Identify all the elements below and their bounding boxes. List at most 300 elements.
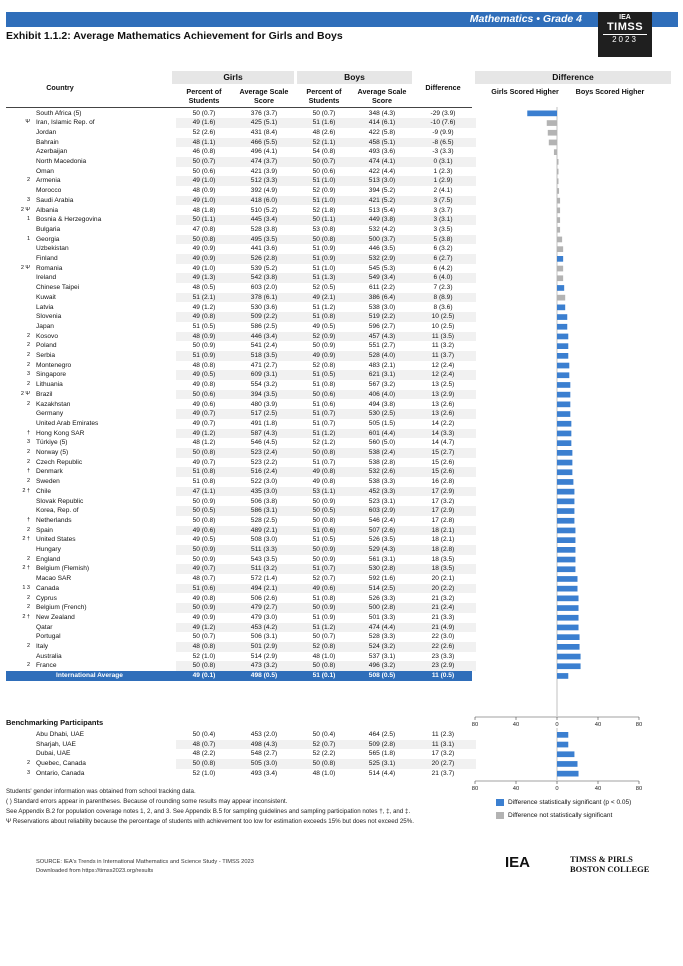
- difference-bar: [557, 586, 578, 592]
- cell-gs: 471 (2.7): [250, 361, 278, 369]
- cell-bs: 538 (2.4): [368, 449, 396, 456]
- difference-bar: [557, 537, 575, 543]
- row-country: Korea, Rep. of: [36, 507, 79, 515]
- cell-bs: 532 (4.2): [368, 225, 396, 233]
- cell-bs: 452 (3.3): [368, 487, 396, 495]
- cell-gp: 51 (0.9): [192, 352, 216, 359]
- cell-gp: 50 (0.4): [192, 731, 216, 738]
- cell-d: 8 (8.9): [433, 293, 453, 301]
- cell-bp: 50 (0.9): [312, 555, 336, 563]
- difference-bar: [557, 188, 559, 194]
- cell-d: 18 (3.5): [431, 555, 455, 563]
- cell-gs: 509 (2.2): [250, 313, 278, 321]
- row-country: Sweden: [36, 478, 60, 486]
- cell-gp: 49 (0.8): [192, 381, 216, 389]
- cell-bs: 500 (3.7): [368, 235, 396, 243]
- cell-gp: 49 (0.6): [192, 400, 216, 408]
- row-country: Cyprus: [36, 594, 57, 602]
- difference-bar: [557, 615, 579, 621]
- cell-bs: 474 (4.1): [368, 158, 396, 165]
- cell-bp: 51 (0.7): [312, 458, 336, 466]
- cell-bs: 546 (2.4): [368, 516, 396, 524]
- cell-d: 15 (2.7): [431, 449, 455, 456]
- col-girls-average: Average Scale Score: [239, 87, 289, 105]
- row-country: New Zealand: [36, 613, 75, 621]
- cell-bp: 51 (1.0): [312, 264, 336, 272]
- row-country: Slovenia: [36, 313, 62, 321]
- cell-gp: 48 (0.5): [192, 284, 216, 292]
- row-country: Japan: [36, 322, 54, 330]
- cell-bp: 51 (0.1): [312, 672, 336, 680]
- cell-gp: 50 (0.9): [192, 546, 216, 553]
- cell-gp: 48 (1.1): [192, 138, 216, 146]
- cell-bp: 51 (0.6): [312, 526, 336, 534]
- difference-bar: [557, 363, 569, 369]
- cell-d: 15 (2.6): [431, 458, 455, 466]
- cell-bp: 52 (0.9): [312, 187, 336, 195]
- cell-gs: 572 (1.4): [250, 575, 278, 583]
- cell-gs: 394 (3.5): [250, 390, 278, 398]
- cell-bs: 561 (3.1): [368, 555, 396, 563]
- difference-bar: [557, 324, 567, 330]
- cell-gs: 425 (5.1): [250, 119, 278, 127]
- row-country: Türkiye (5): [36, 439, 68, 447]
- row-country: Netherlands: [36, 516, 72, 524]
- difference-bar: [557, 634, 580, 640]
- difference-bar: [557, 305, 565, 311]
- cell-bp: 50 (0.8): [312, 760, 336, 768]
- row-country: Abu Dhabi, UAE: [36, 731, 85, 738]
- cell-gs: 445 (3.4): [250, 216, 278, 224]
- cell-d: 21 (3.7): [431, 769, 455, 777]
- row-note: 2: [26, 361, 30, 368]
- cell-d: 22 (2.6): [431, 643, 455, 650]
- difference-bar: [557, 402, 570, 408]
- cell-bs: 414 (6.1): [368, 119, 396, 127]
- cell-bp: 50 (0.5): [312, 507, 336, 515]
- cell-gs: 376 (3.7): [250, 109, 278, 117]
- cell-gp: 52 (1.0): [192, 769, 216, 777]
- axis-tick-label: 40: [594, 786, 602, 792]
- row-country: United Arab Emirates: [36, 419, 99, 427]
- cell-gs: 495 (3.5): [250, 235, 278, 243]
- row-country: Germany: [36, 410, 64, 418]
- bc-line2: BOSTON COLLEGE: [570, 864, 650, 874]
- cell-gs: 543 (3.5): [250, 555, 278, 563]
- difference-bar: [557, 159, 559, 165]
- row-note: 2: [26, 177, 30, 184]
- page-title: Exhibit 1.1.2: Average Mathematics Achievement for Girls and Boys: [6, 30, 343, 42]
- cell-gp: 50 (0.7): [192, 158, 216, 165]
- cell-gs: 523 (2.2): [250, 458, 278, 466]
- cell-bs: 526 (3.5): [368, 536, 396, 544]
- legend-sig-swatch: [496, 799, 504, 806]
- cell-gp: 50 (0.7): [192, 633, 216, 641]
- cell-gp: 48 (2.2): [192, 750, 216, 758]
- row-country: Romania: [36, 264, 63, 272]
- row-note: 2: [26, 458, 30, 465]
- cell-gs: 466 (5.5): [250, 138, 278, 146]
- cell-gs: 542 (3.8): [250, 274, 278, 282]
- cell-d: 13 (2.6): [431, 400, 455, 408]
- cell-bp: 49 (0.9): [312, 352, 336, 359]
- cell-d: 3 (7.5): [433, 196, 453, 204]
- cell-d: 22 (3.0): [431, 633, 455, 641]
- row-note: 2: [26, 662, 30, 669]
- cell-gs: 522 (3.0): [250, 478, 278, 486]
- cell-bs: 458 (5.1): [368, 138, 396, 146]
- cell-gs: 511 (3.3): [251, 546, 277, 553]
- difference-bar: [557, 771, 579, 777]
- col-girls-percent: Percent of Students: [186, 87, 222, 105]
- cell-d: 11 (2.3): [431, 731, 455, 738]
- row-note: 2: [26, 342, 30, 349]
- cell-gp: 50 (0.5): [192, 507, 216, 515]
- cell-bp: 52 (0.5): [312, 284, 336, 292]
- cell-bp: 52 (0.7): [312, 740, 336, 748]
- row-country: Morocco: [36, 187, 62, 195]
- row-country: Brazil: [36, 390, 53, 398]
- cell-bp: 51 (0.7): [312, 419, 336, 427]
- axis-tick-label: 80: [635, 722, 643, 728]
- benchmarking-heading: Benchmarking Participants: [6, 718, 104, 727]
- difference-bar: [557, 275, 563, 281]
- cell-d: 23 (2.9): [431, 662, 455, 670]
- difference-bar: [557, 673, 568, 679]
- download-line: Downloaded from https://timss2023.org/results: [36, 868, 154, 874]
- cell-bp: 51 (1.2): [312, 429, 336, 437]
- iea-footer-logo: IEA: [505, 854, 531, 871]
- cell-bp: 51 (0.9): [312, 613, 336, 621]
- cell-bp: 48 (1.0): [312, 769, 336, 777]
- cell-bp: 51 (0.8): [312, 381, 336, 389]
- cell-bs: 532 (2.9): [368, 255, 396, 262]
- cell-bp: 50 (0.9): [312, 497, 336, 505]
- difference-bar: [557, 208, 560, 214]
- cell-bp: 51 (1.0): [312, 196, 336, 204]
- difference-bar: [557, 644, 580, 650]
- cell-bp: 50 (0.7): [312, 109, 336, 117]
- row-note: 2: [26, 760, 30, 767]
- row-country: Norway (5): [36, 449, 69, 456]
- cell-gp: 50 (0.6): [192, 167, 216, 175]
- cell-bp: 51 (0.9): [312, 255, 336, 262]
- row-note: 2: [26, 555, 30, 562]
- cell-bs: 464 (2.5): [368, 731, 396, 738]
- cell-gs: 479 (2.7): [250, 604, 278, 612]
- row-country: Qatar: [36, 623, 53, 631]
- cell-gs: 548 (2.7): [250, 750, 278, 758]
- cell-bp: 50 (0.8): [312, 662, 336, 670]
- footnote-reliability: Ψ Reservations about reliability because the percentage of students with achievement too low for estimation exceeds 15% but does not exceed 25%.: [6, 818, 414, 825]
- cell-gp: 51 (2.1): [192, 293, 216, 301]
- cell-d: 21 (4.9): [431, 623, 455, 631]
- cell-gp: 50 (0.6): [192, 390, 216, 398]
- cell-d: 8 (3.6): [433, 303, 453, 311]
- cell-gs: 528 (2.5): [250, 516, 278, 524]
- row-country: North Macedonia: [36, 158, 87, 165]
- row-country: Albania: [36, 206, 58, 214]
- cell-gs: 453 (2.0): [250, 731, 278, 738]
- row-note: 1 3: [22, 584, 30, 591]
- difference-bar: [557, 334, 568, 340]
- cell-bs: 549 (3.4): [368, 274, 396, 282]
- row-country: Uzbekistan: [36, 245, 69, 253]
- cell-bp: 52 (0.8): [312, 643, 336, 650]
- cell-gs: 418 (6.0): [250, 196, 278, 204]
- difference-bar: [557, 431, 571, 437]
- row-country: Kosovo: [36, 332, 58, 340]
- difference-bar: [549, 140, 557, 146]
- cell-gs: 587 (4.3): [250, 429, 278, 437]
- cell-bp: 51 (0.8): [312, 313, 336, 321]
- cell-bs: 507 (2.6): [368, 526, 396, 534]
- col-boys: Boys: [297, 71, 412, 84]
- cell-bp: 51 (0.7): [312, 565, 336, 573]
- difference-bar: [557, 732, 568, 738]
- cell-bp: 50 (0.4): [312, 731, 336, 738]
- row-country: South Africa (5): [36, 109, 82, 117]
- source-line: SOURCE: IEA's Trends in International Mathematics and Science Study - TIMSS 2023: [36, 859, 254, 865]
- row-note: †: [26, 516, 30, 523]
- col-boys-higher: Boys Scored Higher: [575, 87, 645, 96]
- cell-d: 11 (3.7): [431, 352, 455, 359]
- cell-gs: 512 (3.3): [250, 177, 278, 185]
- difference-bar: [557, 499, 574, 505]
- cell-bs: 596 (2.7): [368, 322, 396, 330]
- cell-d: 10 (2.5): [431, 322, 455, 330]
- cell-d: 11 (3.2): [431, 342, 455, 350]
- cell-bp: 50 (0.6): [312, 390, 336, 398]
- cell-gs: 541 (2.4): [250, 342, 278, 350]
- logo-year: 2023: [603, 34, 647, 44]
- cell-gp: 49 (0.9): [192, 245, 216, 253]
- cell-bs: 519 (2.2): [368, 313, 396, 321]
- row-country: Oman: [36, 167, 54, 175]
- row-country: Armenia: [36, 177, 61, 185]
- cell-gs: 517 (2.5): [250, 410, 278, 418]
- cell-bp: 48 (1.0): [312, 652, 336, 660]
- boston-college-logo: [570, 854, 649, 874]
- cell-bs: 496 (3.2): [368, 662, 396, 670]
- cell-gs: 479 (3.0): [250, 613, 278, 621]
- cell-bs: 457 (4.3): [368, 332, 396, 340]
- cell-gp: 49 (0.5): [192, 371, 216, 379]
- cell-gs: 441 (3.6): [250, 245, 278, 253]
- cell-gp: 50 (0.9): [192, 342, 216, 350]
- axis-tick-label: 40: [512, 722, 520, 728]
- row-note: 2 †: [22, 536, 30, 543]
- cell-gs: 421 (3.9): [250, 167, 278, 175]
- row-country: Serbia: [36, 352, 56, 359]
- cell-gp: 49 (0.8): [192, 313, 216, 321]
- cell-d: -10 (7.6): [430, 119, 456, 127]
- cell-gs: 518 (3.5): [250, 352, 278, 359]
- cell-gp: 50 (0.8): [192, 516, 216, 524]
- row-country: Italy: [36, 643, 49, 650]
- row-country: Bosnia & Herzegovina: [36, 216, 102, 224]
- difference-bar: [557, 217, 560, 223]
- cell-gs: 480 (3.9): [250, 400, 278, 408]
- difference-bar: [557, 295, 565, 301]
- cell-bs: 560 (5.0): [368, 439, 396, 447]
- difference-bar: [557, 198, 560, 204]
- cell-d: 18 (3.5): [431, 565, 455, 573]
- cell-gp: 49 (1.0): [192, 177, 216, 185]
- row-country: Kazakhstan: [36, 400, 71, 408]
- row-note: †: [26, 468, 30, 475]
- cell-bs: 538 (3.0): [368, 303, 396, 311]
- cell-gs: 489 (2.1): [250, 526, 278, 534]
- row-country: Bahrain: [36, 138, 59, 146]
- cell-d: 23 (3.3): [431, 652, 455, 660]
- cell-d: 18 (2.1): [431, 536, 455, 544]
- cell-bp: 49 (2.1): [312, 293, 336, 301]
- cell-bp: 54 (0.8): [312, 148, 336, 156]
- cell-d: 13 (2.6): [431, 410, 455, 418]
- cell-d: -3 (3.3): [432, 148, 454, 156]
- difference-bar: [557, 596, 579, 602]
- row-note: 3: [26, 439, 30, 446]
- cell-bp: 51 (0.6): [312, 400, 336, 408]
- cell-d: 1 (2.3): [433, 167, 453, 175]
- cell-d: 2 (4.1): [433, 187, 453, 195]
- logo-name: TIMSS: [606, 21, 644, 33]
- cell-d: 3 (3.7): [433, 206, 453, 214]
- cell-gp: 48 (0.9): [192, 187, 216, 195]
- row-note: 2 †: [22, 487, 30, 494]
- col-difference-chart: Difference: [475, 71, 671, 84]
- cell-d: 3 (3.1): [433, 216, 453, 224]
- row-note: 3: [26, 769, 30, 776]
- axis-tick-label: 0: [555, 786, 559, 792]
- cell-bs: 501 (3.3): [368, 613, 396, 621]
- cell-bp: 51 (1.3): [312, 274, 336, 282]
- cell-bp: 53 (0.8): [312, 225, 336, 233]
- difference-bar: [557, 566, 575, 572]
- col-difference: Difference: [425, 83, 461, 92]
- axis-tick-label: 40: [512, 786, 520, 792]
- cell-d: 21 (2.4): [431, 604, 455, 612]
- cell-bs: 532 (2.6): [368, 468, 396, 476]
- cell-bs: 524 (3.2): [368, 643, 396, 650]
- axis-tick-label: 40: [594, 722, 602, 728]
- cell-gs: 506 (3.8): [250, 497, 278, 505]
- cell-gp: 49 (1.3): [192, 274, 216, 282]
- cell-gp: 48 (1.2): [192, 439, 216, 447]
- cell-gs: 603 (2.0): [250, 284, 278, 292]
- row-country: Belgium (Flemish): [36, 565, 90, 573]
- difference-bar: [557, 285, 564, 291]
- difference-bar: [557, 469, 572, 475]
- cell-gp: 49 (0.9): [192, 255, 216, 262]
- difference-bar: [557, 479, 573, 485]
- cell-bs: 621 (3.1): [368, 371, 396, 379]
- row-note: 3: [26, 371, 30, 378]
- row-note: 2 †: [22, 613, 30, 620]
- col-girls-higher: Girls Scored Higher: [491, 87, 559, 96]
- row-note: 2: [26, 332, 30, 339]
- cell-d: 21 (3.3): [431, 613, 455, 621]
- cell-d: 15 (2.6): [431, 468, 455, 476]
- row-country: Belgium (French): [36, 604, 87, 612]
- row-country: Ireland: [36, 274, 57, 282]
- cell-bp: 52 (1.8): [312, 206, 336, 214]
- cell-gp: 50 (0.8): [192, 235, 216, 243]
- row-country: Saudi Arabia: [36, 196, 74, 204]
- cell-bs: 474 (4.4): [368, 623, 396, 631]
- cell-bp: 49 (0.6): [312, 584, 336, 592]
- cell-bp: 51 (0.7): [312, 410, 336, 418]
- cell-bp: 50 (0.6): [312, 167, 336, 175]
- cell-gs: 501 (2.9): [250, 643, 278, 650]
- cell-gs: 508 (3.0): [250, 536, 278, 544]
- subject-grade-label: Mathematics • Grade 4: [469, 13, 582, 25]
- cell-bs: 421 (5.2): [368, 196, 396, 204]
- cell-bp: 52 (0.8): [312, 361, 336, 369]
- cell-gp: 48 (0.7): [192, 740, 216, 748]
- cell-gs: 473 (3.2): [250, 662, 278, 670]
- difference-bar: [557, 528, 575, 534]
- cell-bs: 514 (4.4): [368, 769, 396, 777]
- cell-gs: 506 (2.6): [250, 594, 278, 602]
- cell-bs: 422 (5.8): [368, 128, 396, 136]
- row-note: †: [26, 429, 30, 436]
- row-note: 2 †: [22, 565, 30, 572]
- cell-d: 12 (2.4): [431, 361, 455, 369]
- cell-bs: 538 (3.3): [368, 478, 396, 486]
- row-country: Dubai, UAE: [36, 750, 71, 758]
- cell-bp: 50 (0.9): [312, 604, 336, 612]
- cell-gp: 50 (1.1): [192, 216, 216, 224]
- row-country: Quebec, Canada: [36, 760, 86, 768]
- cell-gs: 431 (8.4): [250, 128, 278, 136]
- cell-bp: 53 (1.1): [312, 487, 336, 495]
- cell-bp: 50 (0.7): [312, 158, 336, 165]
- footnote-appendix: See Appendix B.2 for population coverage notes 1, 2, and 3. See Appendix B.5 for sampling guidelines and sampling participation notes †, ‡, and ‡.: [6, 808, 411, 815]
- cell-bs: 601 (4.4): [368, 429, 396, 437]
- cell-gp: 52 (1.0): [192, 652, 216, 660]
- cell-gp: 49 (0.5): [192, 536, 216, 544]
- cell-bs: 565 (1.8): [368, 750, 396, 758]
- axis-tick-label: 80: [471, 786, 479, 792]
- difference-bar: [557, 237, 562, 243]
- row-note: 2: [26, 400, 30, 407]
- cell-d: 17 (2.9): [431, 507, 455, 515]
- row-country: Lithuania: [36, 381, 63, 389]
- cell-d: 17 (3.2): [431, 497, 455, 505]
- cell-bs: 446 (3.5): [368, 245, 396, 253]
- difference-bar: [557, 256, 563, 262]
- difference-bar: [557, 557, 575, 563]
- cell-bs: 551 (2.7): [368, 342, 396, 350]
- axis-tick-label: 0: [555, 722, 559, 728]
- cell-gs: 511 (3.2): [251, 565, 277, 573]
- difference-bar: [557, 440, 571, 446]
- cell-bp: 51 (0.9): [312, 245, 336, 253]
- row-note: 2: [26, 594, 30, 601]
- cell-gs: 586 (3.1): [250, 507, 278, 515]
- cell-bs: 406 (4.0): [368, 390, 396, 398]
- difference-bar: [557, 663, 581, 669]
- row-country: Denmark: [36, 468, 63, 476]
- cell-gp: 49 (1.2): [192, 429, 216, 437]
- cell-bs: 422 (4.4): [368, 167, 396, 175]
- cell-d: 20 (2.1): [431, 575, 455, 583]
- difference-bar: [557, 169, 559, 175]
- difference-bar: [557, 605, 579, 611]
- difference-bar: [548, 130, 557, 136]
